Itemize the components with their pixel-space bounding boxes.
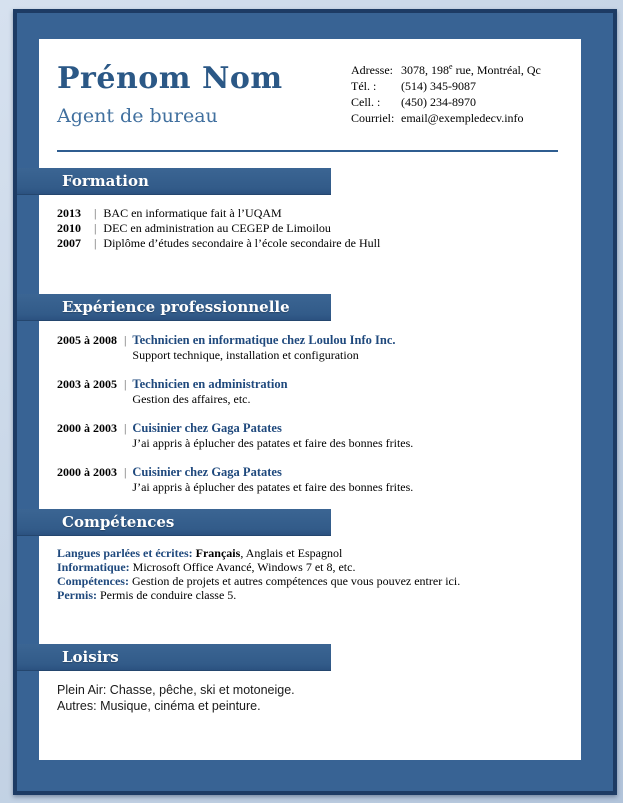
section-title-experience: Expérience professionnelle bbox=[62, 298, 290, 316]
experience-role: Technicien en informatique chez Loulou Info Inc. bbox=[132, 333, 396, 347]
pipe-separator: | bbox=[124, 377, 127, 391]
section-banner-formation bbox=[17, 168, 331, 195]
experience-body bbox=[132, 464, 413, 495]
formation-item bbox=[57, 236, 563, 251]
competence-text: Gestion de projets et autres compétences que vous pouvez entrer ici. bbox=[128, 574, 461, 588]
experience-item bbox=[57, 376, 563, 407]
competence-item bbox=[57, 574, 563, 588]
formation-text: DEC en administration au CEGEP de Limoilou bbox=[103, 221, 331, 235]
formation-year: 2007 bbox=[57, 236, 81, 250]
section-banner-loisirs bbox=[17, 644, 331, 671]
experience-detail: J’ai appris à éplucher des patates et faire des bonnes frites. bbox=[132, 436, 414, 450]
experience-list bbox=[57, 332, 563, 495]
experience-role: Technicien en administration bbox=[132, 377, 288, 391]
section-title-loisirs: Loisirs bbox=[62, 648, 119, 666]
pipe-separator: | bbox=[124, 333, 127, 347]
person-name: Prénom Nom bbox=[57, 61, 283, 96]
address-prefix: 3078, 198 bbox=[401, 63, 449, 77]
competence-item bbox=[57, 546, 563, 560]
job-title: Agent de bureau bbox=[57, 105, 218, 127]
experience-body bbox=[132, 332, 395, 363]
formation-year: 2013 bbox=[57, 206, 81, 220]
loisir-item: Autres: Musique, cinéma et peinture. bbox=[57, 699, 261, 713]
experience-item bbox=[57, 464, 563, 495]
header-rule bbox=[57, 150, 558, 152]
experience-role: Cuisinier chez Gaga Patates bbox=[132, 465, 282, 479]
section-title-formation: Formation bbox=[62, 172, 149, 190]
section-banner-experience bbox=[17, 294, 331, 321]
competences-list bbox=[57, 546, 563, 602]
competence-text: Permis de conduire classe 5. bbox=[96, 588, 237, 602]
resume-sheet bbox=[39, 39, 581, 760]
competence-text: , Anglais et Espagnol bbox=[240, 546, 343, 560]
experience-body bbox=[132, 376, 287, 407]
experience-body bbox=[132, 420, 413, 451]
resume-header bbox=[39, 39, 581, 128]
competence-label: Permis: bbox=[57, 588, 97, 602]
contact-row-address bbox=[351, 62, 563, 78]
pipe-separator: | bbox=[94, 236, 97, 250]
formation-text: BAC en informatique fait à l’UQAM bbox=[103, 206, 282, 220]
competence-item bbox=[57, 560, 563, 574]
experience-detail: Support technique, installation et configuration bbox=[132, 348, 359, 362]
formation-item bbox=[57, 206, 563, 221]
formation-text: Diplôme d’études secondaire à l’école secondaire de Hull bbox=[103, 236, 381, 250]
contact-row-cell bbox=[351, 94, 563, 110]
formation-list bbox=[57, 206, 563, 251]
loisir-item: Plein Air: Chasse, pêche, ski et motoneige. bbox=[57, 683, 295, 697]
name-block bbox=[57, 59, 351, 128]
formation-item bbox=[57, 221, 563, 236]
contact-value-address bbox=[401, 62, 563, 78]
competence-label: Informatique: bbox=[57, 560, 130, 574]
pipe-separator: | bbox=[124, 421, 127, 435]
section-banner-competences bbox=[17, 509, 331, 536]
experience-period: 2005 à 2008 bbox=[57, 333, 117, 347]
experience-role: Cuisinier chez Gaga Patates bbox=[132, 421, 282, 435]
competence-label: Langues parlées et écrites: bbox=[57, 546, 193, 560]
contact-value-email: email@exempledecv.info bbox=[401, 111, 524, 125]
experience-period: 2000 à 2003 bbox=[57, 421, 117, 435]
loisirs-list bbox=[57, 682, 563, 714]
competence-item bbox=[57, 588, 563, 602]
contact-row-phone bbox=[351, 78, 563, 94]
section-title-competences: Compétences bbox=[62, 513, 175, 531]
experience-period: 2003 à 2005 bbox=[57, 377, 117, 391]
contact-block bbox=[351, 62, 563, 128]
experience-item bbox=[57, 332, 563, 363]
contact-row-email bbox=[351, 110, 563, 126]
contact-label-address: Adresse: bbox=[351, 63, 393, 77]
address-ordinal: e bbox=[449, 62, 453, 71]
experience-period: 2000 à 2003 bbox=[57, 465, 117, 479]
contact-value-phone: (514) 345-9087 bbox=[401, 79, 476, 93]
address-suffix: rue, Montréal, Qc bbox=[452, 63, 541, 77]
contact-value-cell: (450) 234-8970 bbox=[401, 95, 476, 109]
contact-label-email: Courriel: bbox=[351, 111, 395, 125]
competence-text: Microsoft Office Avancé, Windows 7 et 8, etc. bbox=[129, 560, 356, 574]
formation-year: 2010 bbox=[57, 221, 81, 235]
competence-label: Compétences: bbox=[57, 574, 129, 588]
pipe-separator: | bbox=[124, 465, 127, 479]
experience-detail: Gestion des affaires, etc. bbox=[132, 392, 251, 406]
experience-item bbox=[57, 420, 563, 451]
competence-strong: Français bbox=[192, 546, 241, 560]
page-frame bbox=[13, 9, 617, 795]
contact-label-cell: Cell. : bbox=[351, 95, 381, 109]
pipe-separator: | bbox=[94, 221, 97, 235]
contact-label-phone: Tél. : bbox=[351, 79, 377, 93]
experience-detail: J’ai appris à éplucher des patates et faire des bonnes frites. bbox=[132, 480, 414, 494]
pipe-separator: | bbox=[94, 206, 97, 220]
